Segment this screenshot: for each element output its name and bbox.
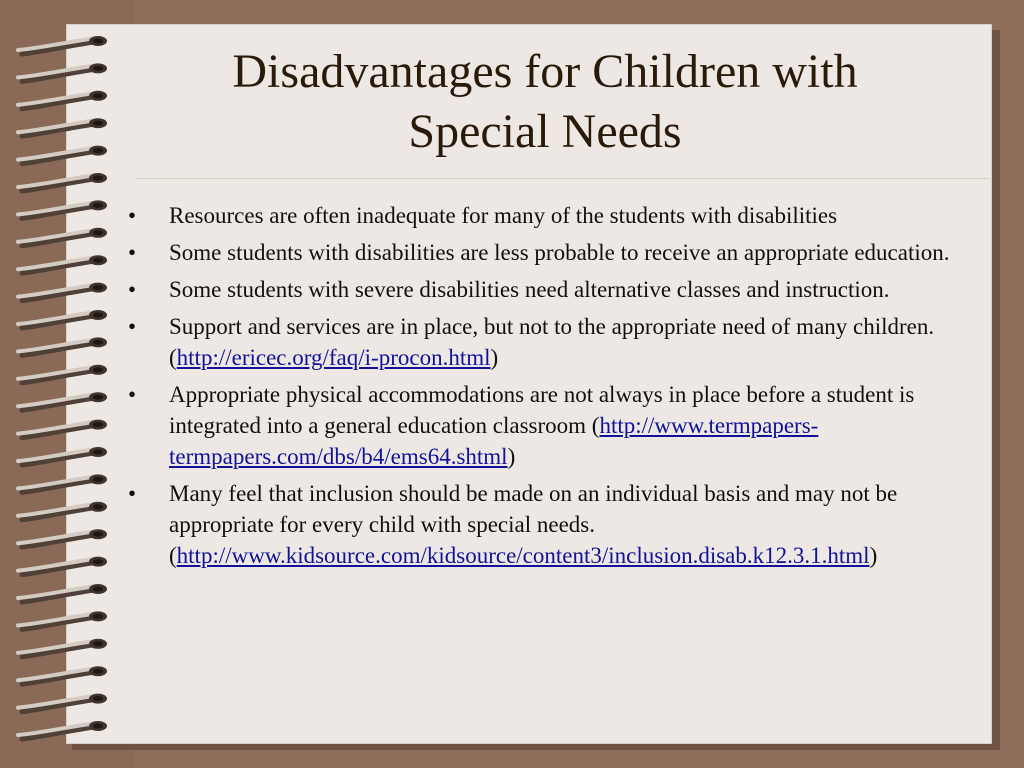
slide-title bbox=[135, 42, 955, 162]
binding-loop bbox=[18, 502, 107, 520]
binding-hole-inner bbox=[93, 285, 103, 290]
binding-loop bbox=[18, 146, 107, 164]
bullet-text: Support and services are in place, but not to the appropriate need of many children. ( bbox=[169, 314, 935, 370]
binding-loop bbox=[18, 63, 107, 81]
binding-hole-inner bbox=[93, 696, 103, 701]
binding-loop bbox=[18, 365, 107, 383]
binding-hole-inner bbox=[93, 121, 103, 126]
binding-hole-inner bbox=[93, 39, 103, 44]
title-line-1: Disadvantages for Children with bbox=[232, 45, 858, 98]
binding-loop bbox=[18, 118, 107, 136]
binding-hole-inner bbox=[93, 587, 103, 592]
binding-loop bbox=[18, 228, 107, 246]
binding-hole-inner bbox=[93, 559, 103, 564]
binding-hole-inner bbox=[93, 230, 103, 235]
binding-loop bbox=[18, 283, 107, 301]
title-line-2: Special Needs bbox=[408, 105, 682, 158]
bullet-text: Some students with disabilities are less probable to receive an appropriate education. bbox=[169, 240, 950, 265]
binding-loop bbox=[18, 666, 107, 684]
binding-hole-inner bbox=[93, 669, 103, 674]
title-divider bbox=[135, 178, 990, 179]
bullet-item bbox=[122, 311, 972, 373]
binding-hole-inner bbox=[93, 367, 103, 372]
bullet-suffix: ) bbox=[869, 543, 878, 568]
binding-loop bbox=[18, 611, 107, 629]
bullet-dot: • bbox=[128, 314, 137, 339]
binding-loop bbox=[18, 447, 107, 465]
binding-loop bbox=[18, 310, 107, 328]
binding-loop bbox=[18, 584, 107, 602]
binding-loop bbox=[18, 721, 107, 739]
bullet-dot: • bbox=[128, 203, 137, 228]
binding-loop bbox=[18, 337, 107, 355]
binding-hole-inner bbox=[93, 93, 103, 98]
binding-hole-inner bbox=[93, 614, 103, 619]
source-link[interactable]: http://www.termpapers-termpapers.com/dbs/b4/ems64.shtml bbox=[169, 413, 819, 469]
bullet-item bbox=[122, 478, 972, 571]
source-link[interactable]: http://www.kidsource.com/kidsource/content3/inclusion.disab.k12.3.1.html bbox=[176, 543, 870, 568]
bullet-dot: • bbox=[128, 382, 137, 407]
bullet-text: Resources are often inadequate for many of the students with disabilities bbox=[169, 203, 838, 228]
binding-hole-inner bbox=[93, 532, 103, 537]
binding-loop bbox=[18, 420, 107, 438]
binding-hole-inner bbox=[93, 422, 103, 427]
binding-hole-inner bbox=[93, 258, 103, 263]
binding-hole-inner bbox=[93, 641, 103, 646]
bullet-item bbox=[122, 200, 972, 231]
binding-hole-inner bbox=[93, 450, 103, 455]
bullet-dot: • bbox=[128, 277, 137, 302]
bullet-item bbox=[122, 237, 972, 268]
binding-loop bbox=[18, 474, 107, 492]
binding-loop bbox=[18, 529, 107, 547]
bullet-dot: • bbox=[128, 240, 137, 265]
bullet-suffix: ) bbox=[490, 345, 499, 370]
binding-hole-inner bbox=[93, 148, 103, 153]
bullet-dot: • bbox=[128, 481, 137, 506]
binding-hole-inner bbox=[93, 477, 103, 482]
binding-hole-inner bbox=[93, 313, 103, 318]
binding-loop bbox=[18, 91, 107, 109]
binding-loop bbox=[18, 200, 107, 218]
spiral-binding-icon bbox=[0, 0, 120, 768]
binding-hole-inner bbox=[93, 395, 103, 400]
binding-hole-inner bbox=[93, 340, 103, 345]
bullet-text: Some students with severe disabilities need alternative classes and instruction. bbox=[169, 277, 890, 302]
binding-hole-inner bbox=[93, 176, 103, 181]
binding-loop bbox=[18, 557, 107, 575]
binding-loop bbox=[18, 392, 107, 410]
binding-hole-inner bbox=[93, 504, 103, 509]
bullet-text: Many feel that inclusion should be made on an individual basis and may not be appropriate for every child with special needs. ( bbox=[169, 481, 898, 568]
binding-loop bbox=[18, 255, 107, 273]
binding-loop bbox=[18, 173, 107, 191]
binding-hole-inner bbox=[93, 66, 103, 71]
binding-hole-inner bbox=[93, 724, 103, 729]
binding-loop bbox=[18, 639, 107, 657]
bullet-suffix: ) bbox=[507, 444, 516, 469]
binding-hole-inner bbox=[93, 203, 103, 208]
source-link[interactable]: http://ericec.org/faq/i-procon.html bbox=[176, 345, 491, 370]
bullet-list bbox=[122, 200, 972, 577]
bullet-text: Appropriate physical accommodations are not always in place before a student is integrated into a general education classroom ( bbox=[169, 382, 915, 438]
binding-loop bbox=[18, 694, 107, 712]
binding-loop bbox=[18, 36, 107, 54]
bullet-item bbox=[122, 379, 972, 472]
bullet-item bbox=[122, 274, 972, 305]
